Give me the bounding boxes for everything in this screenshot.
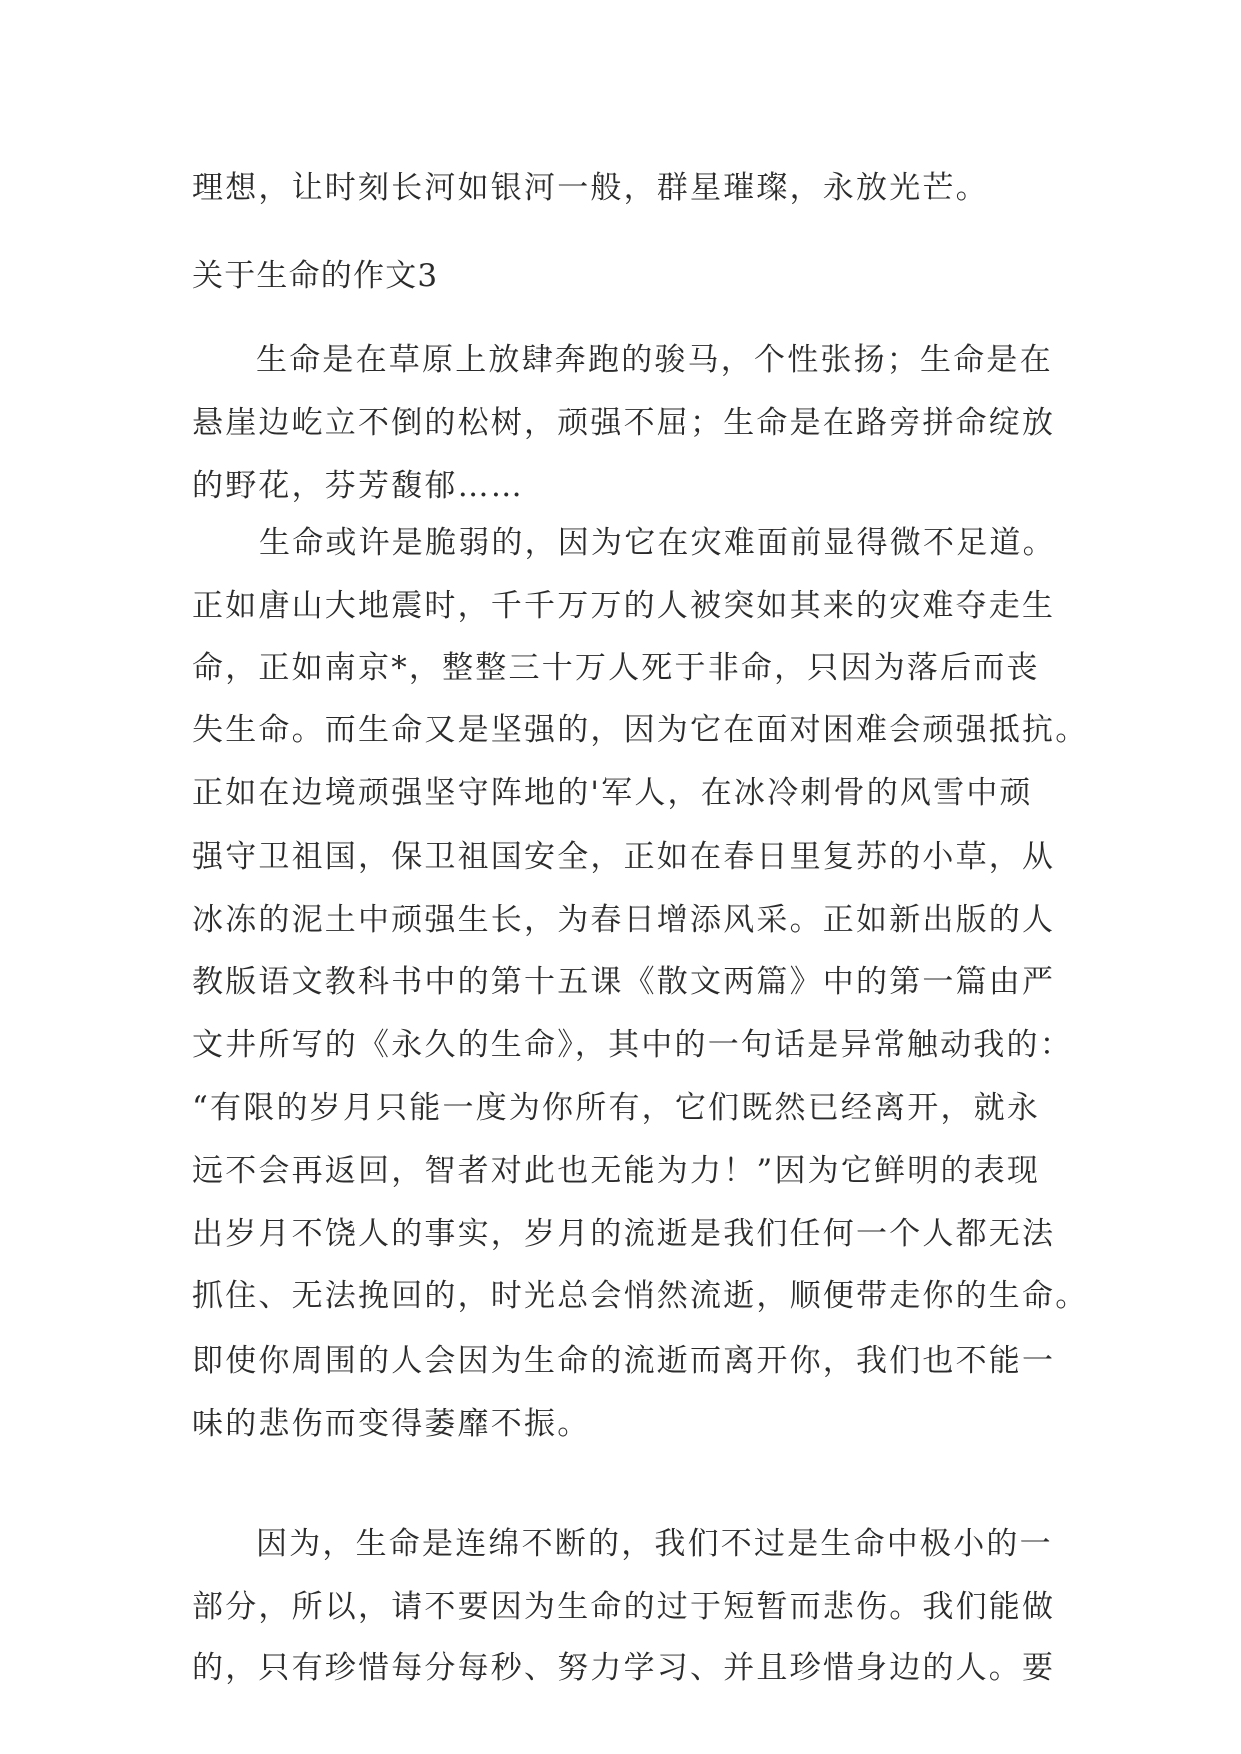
paragraph-2-line-10: “有限的岁月只能一度为你所有，它们既然已经离开，就永 (192, 1090, 1041, 1126)
paragraph-2-line-9: 文井所写的《永久的生命》，其中的一句话是异常触动我的： (192, 1027, 1073, 1063)
paragraph-3-line-3: 的，只有珍惜每分每秒、努力学习、并且珍惜身边的人。要 (192, 1650, 1056, 1686)
paragraph-2-line-13: 抓住、无法挽回的，时光总会悄然流逝，顺便带走你的生命。 (192, 1278, 1089, 1314)
paragraph-3-line-2: 部分，所以，请不要因为生命的过于短暂而悲伤。我们能做 (192, 1589, 1056, 1625)
paragraph-2-line-6: 强守卫祖国，保卫祖国安全，正如在春日里复苏的小草，从 (192, 839, 1056, 875)
paragraph-1-line-2: 悬崖边屹立不倒的松树，顽强不屈；生命是在路旁拼命绽放 (192, 405, 1056, 441)
paragraph-2-line-14: 即使你周围的人会因为生命的流逝而离开你，我们也不能一 (192, 1343, 1056, 1379)
section-heading: 关于生命的作文3 (192, 258, 439, 294)
paragraph-2-line-15: 味的悲伤而变得萎靡不振。 (192, 1406, 591, 1442)
paragraph-2-line-1: 生命或许是脆弱的，因为它在灾难面前显得微不足道。 (259, 525, 1056, 561)
paragraph-2-line-12: 出岁月不饶人的事实，岁月的流逝是我们任何一个人都无法 (192, 1216, 1056, 1252)
paragraph-continuation-line: 理想，让时刻长河如银河一般，群星璀璨，永放光芒。 (192, 170, 989, 206)
paragraph-2-line-5: 正如在边境顽强坚守阵地的'军人，在冰冷刺骨的风雪中顽 (192, 775, 1033, 811)
paragraph-2-line-2: 正如唐山大地震时，千千万万的人被突如其来的灾难夺走生 (192, 588, 1056, 624)
paragraph-2-line-11: 远不会再返回，智者对此也无能为力！”因为它鲜明的表现 (192, 1153, 1041, 1189)
paragraph-2-line-3: 命，正如南京*，整整三十万人死于非命，只因为落后而丧 (192, 650, 1040, 686)
paragraph-3-line-1: 因为，生命是连绵不断的，我们不过是生命中极小的一 (256, 1526, 1053, 1562)
paragraph-1-line-1: 生命是在草原上放肆奔跑的骏马，个性张扬；生命是在 (256, 342, 1053, 378)
paragraph-2-line-8: 教版语文教科书中的第十五课《散文两篇》中的第一篇由严 (192, 964, 1056, 1000)
paragraph-2-line-4: 失生命。而生命又是坚强的，因为它在面对困难会顽强抵抗。 (192, 712, 1089, 748)
paragraph-1-line-3: 的野花，芬芳馥郁…… (192, 468, 524, 504)
paragraph-2-line-7: 冰冻的泥土中顽强生长，为春日增添风采。正如新出版的人 (192, 902, 1056, 938)
